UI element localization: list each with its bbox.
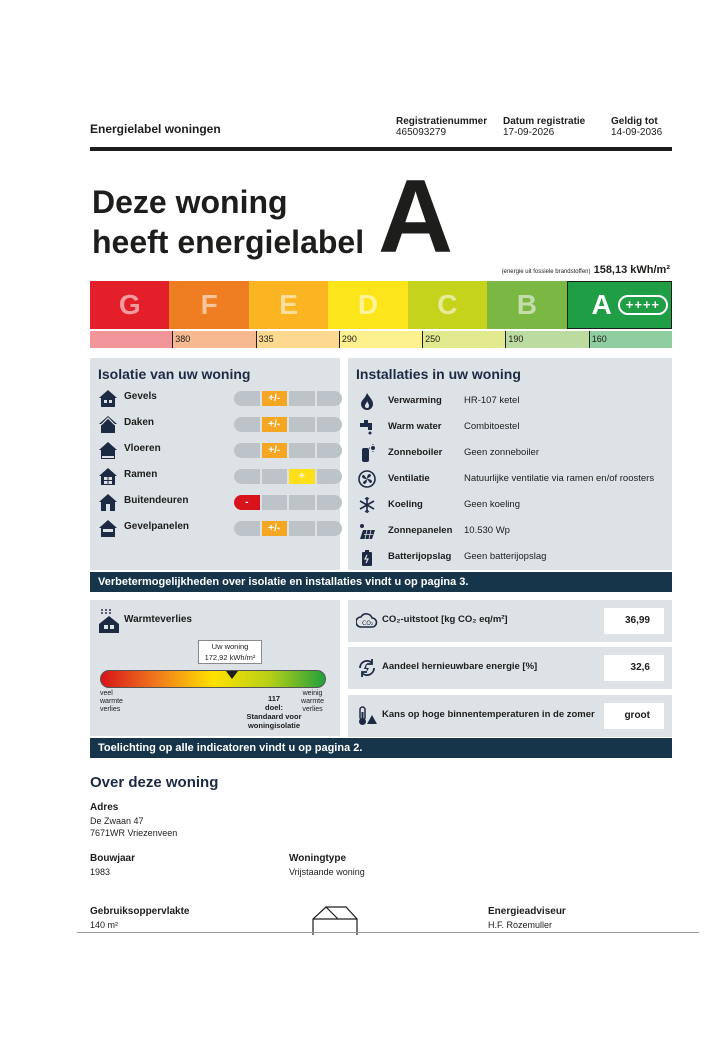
registration-date-label: Datum registratie — [503, 116, 586, 127]
isolation-row — [98, 466, 338, 486]
fossil-energy-note: (energie uit fossiele brandstoffen) — [501, 269, 591, 275]
isolation-row — [98, 440, 338, 460]
heat-loss-left-2: warmte — [100, 698, 123, 705]
svg-text:CO₂: CO₂ — [362, 620, 374, 627]
indicators-note: Toelichting op alle indicatoren vindt u op pagina 2. — [90, 738, 672, 758]
header-rule — [90, 147, 672, 151]
door-icon — [98, 492, 118, 512]
isolation-rating-active — [262, 521, 288, 536]
isolation-rating-text: +/- — [268, 393, 281, 404]
isolation-rating-bar — [234, 391, 342, 406]
heat-loss-left-label — [100, 690, 123, 714]
address-line1: De Zwaan 47 — [90, 816, 144, 826]
about-title: Over deze woning — [90, 774, 219, 791]
heat-loss-right-3: verlies — [302, 706, 323, 713]
year-label: Bouwjaar — [90, 853, 136, 864]
installation-value: 10.530 Wp — [464, 525, 510, 536]
isolation-rating-bar — [234, 443, 342, 458]
label-segment-c — [408, 281, 487, 329]
label-segment-a — [567, 281, 672, 329]
label-bound-c: 250 — [422, 331, 505, 348]
installation-label: Koeling — [388, 499, 423, 510]
label-segment-letter: F — [200, 289, 218, 320]
isolation-rating-text: + — [298, 471, 305, 482]
isolation-panel — [90, 358, 340, 570]
solar-panel-icon — [358, 522, 376, 540]
installation-row — [358, 392, 668, 410]
heat-loss-goal-label-1: doel: — [265, 703, 283, 712]
isolation-rating-text: +/- — [268, 445, 281, 456]
co2-label: CO₂-uitstoot [kg CO₂ eq/m²] — [382, 614, 508, 625]
isolation-rating-bar — [234, 521, 342, 536]
heat-loss-gradient-bar — [100, 670, 326, 688]
label-segment-d — [328, 281, 407, 329]
label-segment-f — [169, 281, 248, 329]
type-field — [289, 853, 365, 878]
advisor-value: H.F. Rozemuller — [488, 920, 553, 930]
installation-value: Geen zonneboiler — [464, 447, 539, 458]
installation-row — [358, 548, 668, 566]
installation-row — [358, 496, 668, 514]
isolation-rating-cell — [317, 391, 343, 406]
area-label: Gebruiksoppervlakte — [90, 906, 190, 917]
heat-loss-callout-label: Uw woning — [211, 642, 249, 651]
isolation-rating-active — [289, 469, 315, 484]
isolation-rating-text: +/- — [268, 419, 281, 430]
isolation-row — [98, 492, 338, 512]
heat-loss-callout-value: 172,92 kWh/m² — [204, 653, 256, 662]
label-segment-letter: B — [516, 289, 537, 320]
type-label: Woningtype — [289, 853, 347, 864]
window-icon — [98, 466, 118, 486]
installation-value: Combitoestel — [464, 421, 520, 432]
renewable-label: Aandeel hernieuwbare energie [%] — [382, 661, 538, 672]
document-title: Energielabel woningen — [90, 122, 221, 136]
installation-label: Batterijopslag — [388, 551, 452, 562]
renewable-value: 32,6 — [604, 655, 664, 681]
label-segment-b — [487, 281, 566, 329]
installations-panel — [348, 358, 672, 570]
valid-until-value: 14-09-2036 — [611, 127, 663, 138]
isolation-rating-cell — [234, 417, 260, 432]
installation-label: Warm water — [388, 421, 442, 432]
indicator-renewable — [348, 647, 672, 689]
label-segment-g — [90, 281, 169, 329]
label-heading — [92, 182, 382, 262]
isolation-rating-cell — [317, 417, 343, 432]
label-segment-letter: D — [357, 289, 379, 320]
heat-loss-goal — [240, 694, 308, 730]
area-field — [90, 906, 189, 931]
isolation-rating-active — [262, 391, 288, 406]
heat-loss-pointer — [226, 671, 238, 679]
energy-label-scale — [90, 281, 672, 329]
heat-loss-goal-label-3: woningisolatie — [247, 721, 301, 730]
registration-number — [396, 116, 487, 138]
isolation-rating-cell — [317, 443, 343, 458]
registration-number-label: Registratienummer — [396, 116, 488, 127]
heat-loss-goal-label-2: Standaard voor — [246, 712, 302, 721]
installation-label: Zonnepanelen — [388, 525, 453, 536]
installation-value: HR-107 ketel — [464, 395, 520, 406]
isolation-rating-cell — [289, 521, 315, 536]
label-bound-g — [90, 331, 172, 348]
isolation-rating-active — [262, 443, 288, 458]
installation-label: Verwarming — [388, 395, 442, 406]
heat-loss-callout — [198, 640, 262, 664]
improvements-note: Verbetermogelijkheden over isolatie en installaties vindt u op pagina 3. — [90, 572, 672, 592]
installation-row — [358, 444, 668, 462]
heat-loss-goal-value: 117 — [267, 694, 281, 703]
isolation-title: Isolatie van uw woning — [98, 366, 251, 382]
heat-loss-icon — [98, 608, 120, 634]
thermometer-icon — [356, 706, 378, 726]
isolation-rating-text: +/- — [268, 523, 281, 534]
fossil-energy-value: 158,13 kWh/m² — [593, 264, 670, 276]
isolation-row — [98, 414, 338, 434]
installation-value: Geen batterijopslag — [464, 551, 547, 562]
installation-row — [358, 522, 668, 540]
isolation-row-label: Vloeren — [124, 443, 161, 454]
heat-loss-left-3: verlies — [100, 706, 121, 713]
valid-until — [611, 116, 662, 138]
registration-number-value: 465093279 — [396, 127, 447, 138]
isolation-row-label: Buitendeuren — [124, 495, 189, 506]
isolation-rating-cell — [289, 391, 315, 406]
installation-value: Geen koeling — [464, 499, 520, 510]
heat-loss-title: Warmteverlies — [124, 614, 192, 625]
isolation-row — [98, 388, 338, 408]
overheating-label: Kans op hoge binnentemperaturen in de zomer — [382, 709, 595, 720]
isolation-rating-cell — [262, 469, 288, 484]
isolation-rating-cell — [234, 391, 260, 406]
year-value: 1983 — [90, 867, 111, 877]
isolation-rating-cell — [234, 521, 260, 536]
label-bound-e: 335 — [256, 331, 339, 348]
flame-icon — [358, 392, 376, 410]
co2-value: 36,99 — [604, 608, 664, 634]
label-bound-a: 160 — [589, 331, 672, 348]
house-icon — [98, 388, 118, 408]
isolation-rating-cell — [317, 495, 343, 510]
fossil-energy — [502, 264, 670, 276]
bottom-rule — [77, 932, 699, 933]
installation-row — [358, 470, 668, 488]
isolation-rating-cell — [289, 495, 315, 510]
type-value: Vrijstaande woning — [289, 867, 365, 877]
advisor-label: Energieadviseur — [488, 906, 566, 917]
isolation-row — [98, 518, 338, 538]
fan-icon — [358, 470, 376, 488]
floor-icon — [98, 440, 118, 460]
heat-loss-right-2: warmte — [301, 698, 324, 705]
isolation-row-label: Gevels — [124, 391, 157, 402]
isolation-row-label: Ramen — [124, 469, 158, 480]
heat-loss-left-1: veel — [100, 690, 113, 697]
label-heading-line2: heeft energielabel — [92, 224, 365, 260]
panel-icon — [98, 518, 118, 538]
isolation-rating-cell — [289, 443, 315, 458]
renewable-icon — [356, 658, 378, 678]
advisor-field — [488, 906, 566, 931]
indicator-co2 — [348, 600, 672, 642]
isolation-rating-bar — [234, 417, 342, 432]
label-bound-f: 380 — [172, 331, 255, 348]
label-segment-letter: E — [279, 289, 298, 320]
label-bound-d: 290 — [339, 331, 422, 348]
year-field — [90, 853, 135, 878]
label-heading-line1: Deze woning — [92, 184, 288, 220]
heat-loss-panel — [90, 600, 340, 736]
tap-icon — [358, 418, 376, 436]
label-segment-letter: C — [437, 289, 458, 320]
area-value: 140 m² — [90, 920, 119, 930]
installation-label: Zonneboiler — [388, 447, 443, 458]
label-segment-e — [249, 281, 328, 329]
isolation-row-label: Gevelpanelen — [124, 521, 190, 532]
valid-until-label: Geldig tot — [611, 116, 658, 127]
overheating-value: groot — [604, 703, 664, 729]
snowflake-icon — [358, 496, 376, 514]
indicator-overheating — [348, 695, 672, 737]
isolation-row-label: Daken — [124, 417, 155, 428]
isolation-rating-active — [262, 417, 288, 432]
isolation-rating-bar — [234, 469, 342, 484]
battery-icon — [358, 548, 376, 566]
address-field — [90, 802, 177, 839]
isolation-rating-cell — [234, 469, 260, 484]
label-letter: A — [378, 159, 454, 275]
isolation-rating-cell — [262, 495, 288, 510]
registration-date — [503, 116, 585, 138]
installation-label: Ventilatie — [388, 473, 430, 484]
solar-boiler-icon — [358, 444, 376, 462]
address-label: Adres — [90, 802, 119, 813]
isolation-rating-bar — [234, 495, 342, 510]
co2-icon — [356, 611, 378, 631]
roof-icon — [98, 414, 118, 434]
isolation-rating-active — [234, 495, 260, 510]
address-line2: 7671WR Vriezenveen — [90, 828, 178, 838]
label-bound-b: 190 — [505, 331, 588, 348]
installation-row — [358, 418, 668, 436]
isolation-rating-cell — [317, 469, 343, 484]
registration-date-value: 17-09-2026 — [503, 127, 555, 138]
installations-title: Installaties in uw woning — [356, 366, 521, 382]
isolation-rating-cell — [234, 443, 260, 458]
house-outline-icon — [312, 905, 358, 935]
energy-label-bounds — [90, 331, 672, 348]
label-plus-badge: ++++ — [618, 295, 668, 315]
isolation-rating-cell — [317, 521, 343, 536]
label-segment-letter: G — [118, 289, 141, 320]
isolation-rating-cell — [289, 417, 315, 432]
isolation-rating-text: - — [245, 497, 249, 508]
heat-loss-right-1: weinig — [302, 690, 323, 697]
installation-value: Natuurlijke ventilatie via ramen en/of roosters — [464, 473, 655, 484]
label-segment-letter: A — [591, 289, 612, 320]
